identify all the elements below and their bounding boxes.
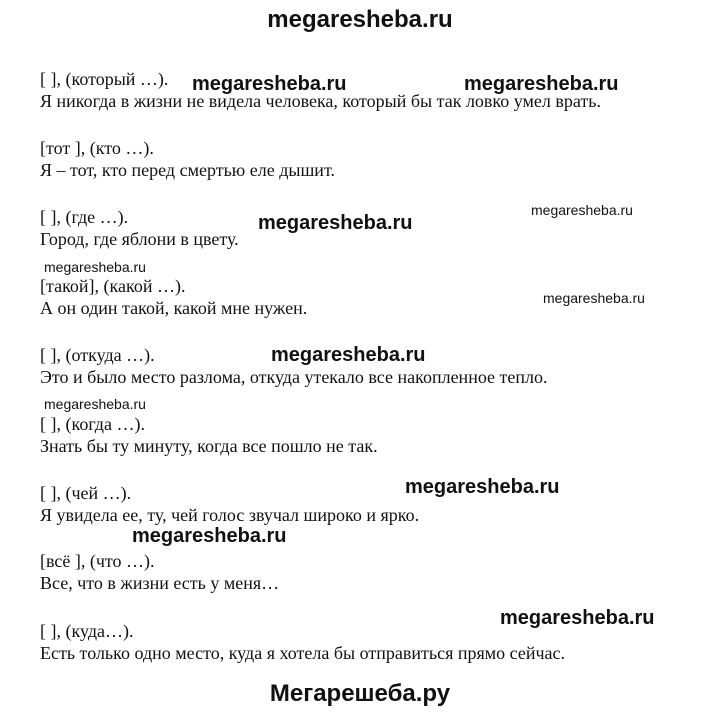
- sentence-7: Я увидела ее, ту, чей голос звучал широко и ярко.: [40, 505, 420, 525]
- scheme-1: [ ], (который …).: [40, 69, 169, 89]
- sentence-5: Это и было место разлома, откуда утекало все накопленное тепло.: [40, 367, 548, 387]
- scheme-6: [ ], (когда …).: [40, 414, 145, 434]
- scheme-4: [такой], (какой …).: [40, 276, 186, 296]
- watermark: megaresheba.ru: [543, 290, 645, 306]
- sentence-2: Я – тот, кто перед смертью еле дышит.: [40, 160, 335, 180]
- sentence-4: А он один такой, какой мне нужен.: [40, 298, 308, 318]
- sentence-9: Есть только одно место, куда я хотела бы отправиться прямо сейчас.: [40, 643, 566, 663]
- scheme-8: [всё ], (что …).: [40, 551, 155, 571]
- sentence-8: Все, что в жизни есть у меня…: [40, 573, 280, 593]
- sentence-6: Знать бы ту минуту, когда все пошло не так.: [40, 436, 378, 456]
- footer-site-title: Мегарешеба.ру: [269, 680, 451, 707]
- scheme-7: [ ], (чей …).: [40, 483, 132, 503]
- scheme-2: [тот ], (кто …).: [40, 138, 154, 158]
- watermark: megaresheba.ru: [500, 607, 655, 629]
- watermark: megaresheba.ru: [258, 212, 413, 234]
- watermark: megaresheba.ru: [132, 525, 287, 547]
- watermark: megaresheba.ru: [405, 476, 560, 498]
- watermark: megaresheba.ru: [44, 259, 146, 275]
- watermark: megaresheba.ru: [271, 344, 426, 366]
- scheme-9: [ ], (куда…).: [40, 621, 134, 641]
- watermark: megaresheba.ru: [44, 396, 146, 412]
- sentence-1: Я никогда в жизни не видела человека, который бы так ловко умел врать.: [40, 91, 601, 111]
- watermark: megaresheba.ru: [464, 73, 619, 95]
- watermark: megaresheba.ru: [192, 73, 347, 95]
- scheme-5: [ ], (откуда …).: [40, 345, 155, 365]
- sentence-3: Город, где яблони в цвету.: [40, 229, 239, 249]
- header-site-title: megaresheba.ru: [267, 6, 453, 33]
- scheme-3: [ ], (где …).: [40, 207, 129, 227]
- watermark: megaresheba.ru: [531, 202, 633, 218]
